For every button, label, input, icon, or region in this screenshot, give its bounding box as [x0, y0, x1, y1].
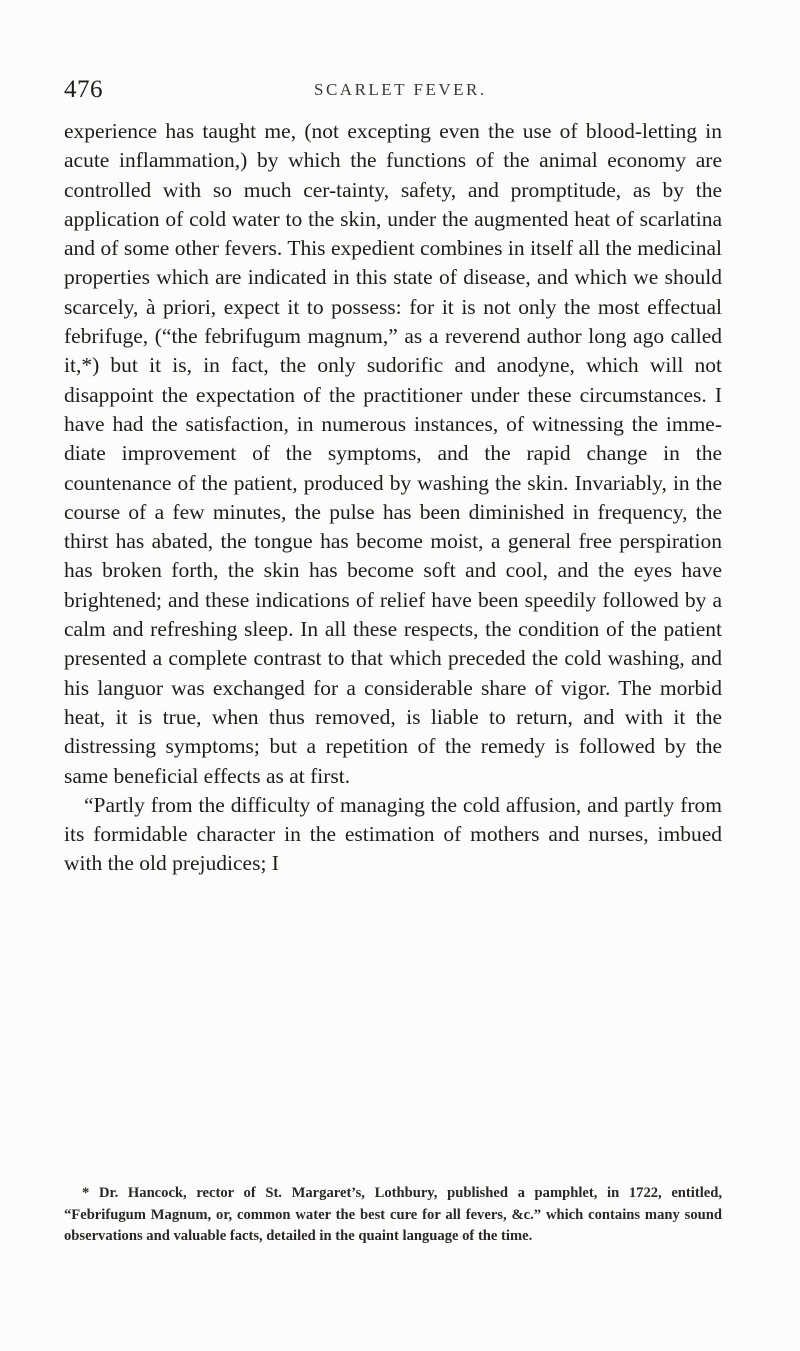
- page-number: 476: [64, 76, 103, 103]
- body-text: [64, 117, 722, 879]
- running-head: [64, 76, 722, 106]
- paragraph: “Partly from the difficulty of managing the cold affusion, and partly from its formidable character in the estimation of mothers and nurses, imbued with the old prejudices; I: [64, 792, 722, 876]
- paragraph: experience has taught me, (not excepting even the use of blood-letting in acute inflammation,) by which the functions of the animal economy are controlled with so much cer-tainty, safety, and promptitude, as by the application of cold water to the skin, under the augmented heat of scarlatina and of some other fevers. This expedient combines in itself all the medicinal properties which are indicated in this state of disease, and which we should scarcely, à priori, expect it to possess: for it is not only the most effectual febrifuge, (“the febrifugum magnum,” as a reverend author long ago called it,*) but it is, in fact, the only sudorific and anodyne, which will not disappoint the expectation of the practitioner under these circumstances. I have had the satisfaction, in numerous instances, of witnessing the imme-diate improvement of the symptoms, and the rapid change in the countenance of the patient, produced by washing the skin. Invariably, in the course of a few minutes, the pulse has been diminished in frequency, the thirst has abated, the tongue has become moist, a general free perspiration has broken forth, the skin has become soft and cool, and the eyes have brightened; and these indications of relief have been speedily followed by a calm and refreshing sleep. In all these respects, the condition of the patient presented a complete contrast to that which preceded the cold washing, and his languor was exchanged for a considerable share of vigor. The morbid heat, it is true, when thus removed, is liable to return, and with it the distressing symptoms; but a repetition of the remedy is followed by the same beneficial effects as at first.: [64, 119, 722, 788]
- footnote: [64, 1183, 722, 1248]
- footnote-text: * Dr. Hancock, rector of St. Margaret’s, Lothbury, published a pamphlet, in 1722, entitled, “Febrifugum Magnum, or, common water the best cure for all fevers, &c.” which contains many sound observations and valuable facts, detailed in the quaint language of the time.: [64, 1185, 722, 1244]
- running-title: SCARLET FEVER.: [314, 80, 487, 99]
